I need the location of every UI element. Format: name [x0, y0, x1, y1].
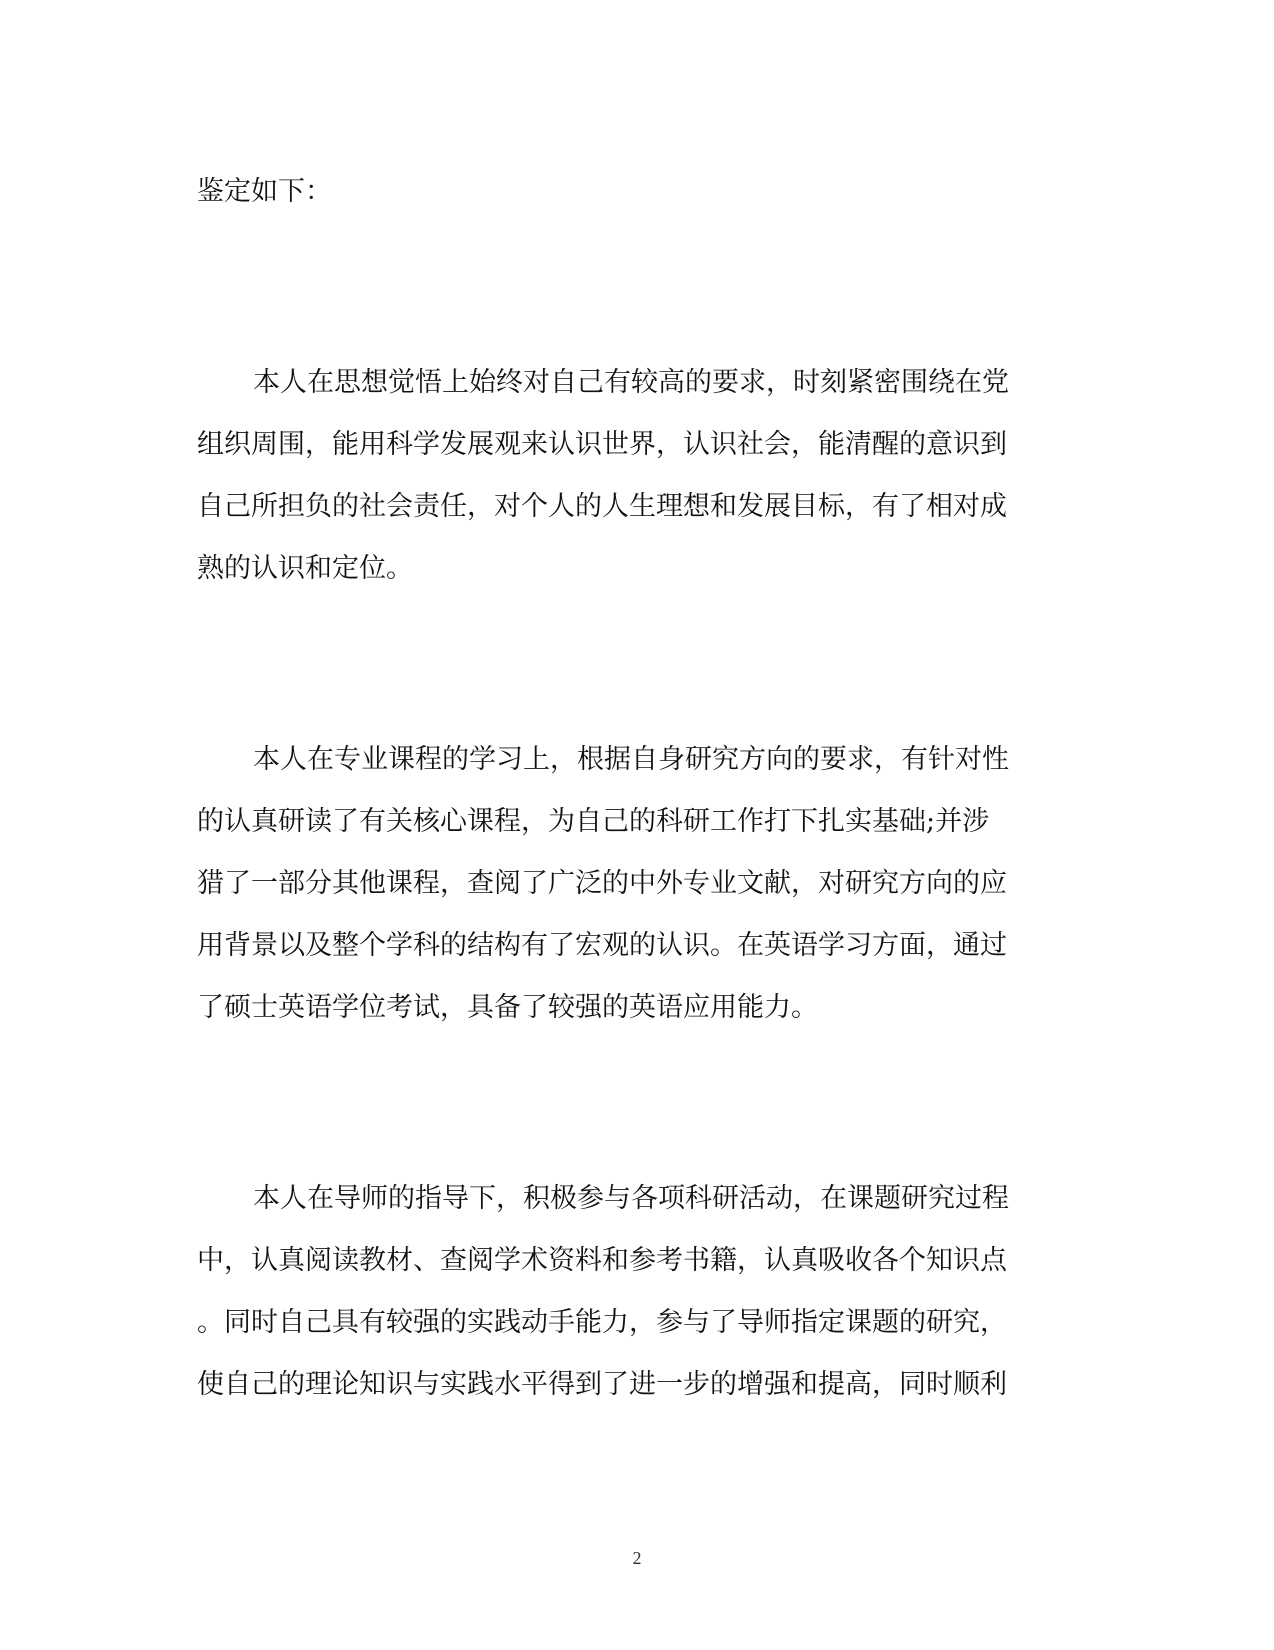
document-heading: 鉴定如下：	[197, 176, 332, 207]
page-number: 2	[632, 1548, 642, 1568]
paragraph-1-line-4: 熟的认识和定位。	[197, 553, 413, 584]
paragraph-2-line-5: 了硕士英语学位考试，具备了较强的英语应用能力。	[197, 992, 818, 1023]
paragraph-3-line-4: 使自己的理论知识与实践水平得到了进一步的增强和提高，同时顺利	[197, 1369, 1007, 1400]
paragraph-3-line-3: 。同时自己具有较强的实践动手能力，参与了导师指定课题的研究，	[197, 1307, 1007, 1338]
paragraph-2-line-3: 猎了一部分其他课程，查阅了广泛的中外专业文献，对研究方向的应	[197, 868, 1007, 899]
paragraph-1-line-1: 本人在思想觉悟上始终对自己有较高的要求，时刻紧密围绕在党	[253, 367, 1009, 398]
paragraph-1-line-3: 自己所担负的社会责任，对个人的人生理想和发展目标，有了相对成	[197, 491, 1007, 522]
paragraph-1-line-2: 组织周围，能用科学发展观来认识世界，认识社会，能清醒的意识到	[197, 429, 1007, 460]
paragraph-3-line-2: 中，认真阅读教材、查阅学术资料和参考书籍，认真吸收各个知识点	[197, 1245, 1007, 1276]
paragraph-2-line-4: 用背景以及整个学科的结构有了宏观的认识。在英语学习方面，通过	[197, 930, 1007, 961]
paragraph-3-line-1: 本人在导师的指导下，积极参与各项科研活动，在课题研究过程	[253, 1183, 1009, 1214]
paragraph-2-line-2: 的认真研读了有关核心课程，为自己的科研工作打下扎实基础;并涉	[197, 806, 990, 837]
paragraph-2-line-1: 本人在专业课程的学习上，根据自身研究方向的要求，有针对性	[253, 744, 1009, 775]
